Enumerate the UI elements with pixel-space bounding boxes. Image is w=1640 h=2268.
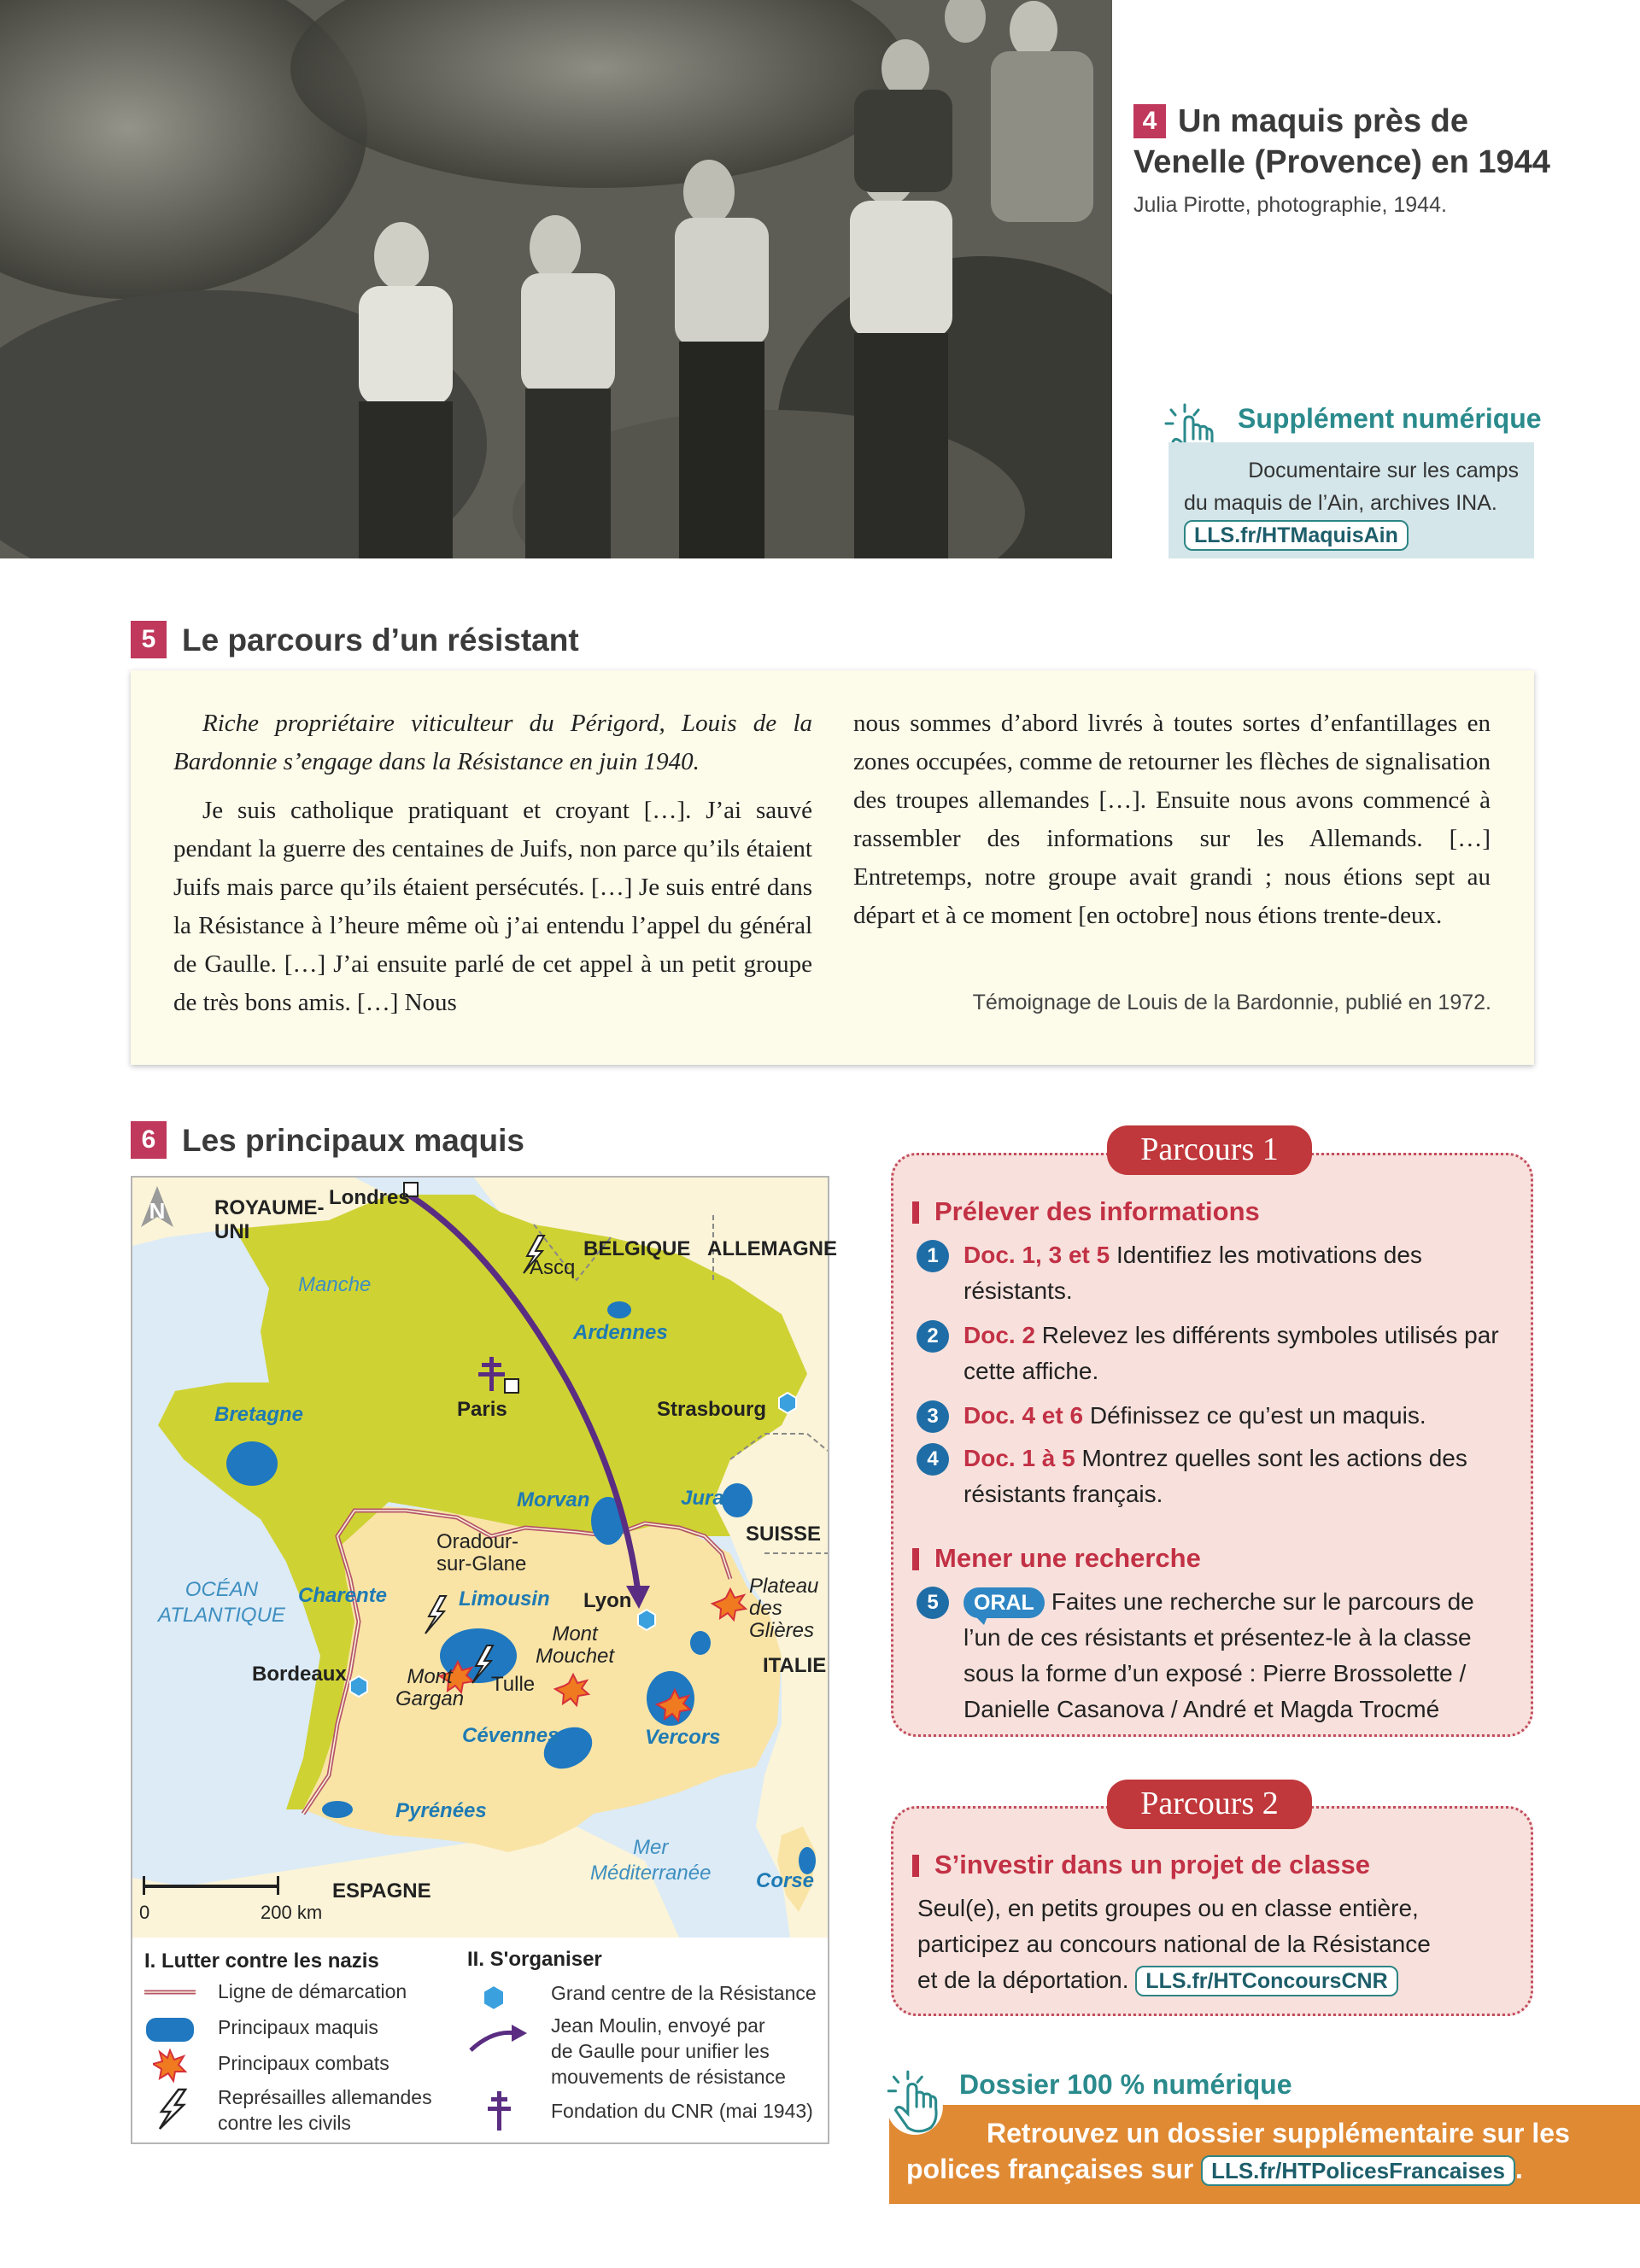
doc5-source: Témoignage de Louis de la Bardonnie, publié en 1972. [972, 991, 1491, 1014]
question-5 [927, 1584, 1510, 1727]
label-tulle: Tulle [491, 1673, 536, 1696]
label-corse: Corse [756, 1869, 815, 1892]
supplement-line1: Documentaire sur les camps [1248, 459, 1519, 482]
label-mont-mouchet: Mont Mouchet [536, 1622, 615, 1668]
legend-centre: Grand centre de la Résistance [551, 1982, 817, 2004]
doc6-title: Les principaux maquis [182, 1123, 524, 1158]
label-plateau-glieres: Plateau des Glières [749, 1575, 819, 1642]
p1-section-prelever: Prélever des informations [912, 1196, 1260, 1227]
p2-line2: participez au concours national de la Résistance [917, 1931, 1431, 1957]
doc5-text-box [131, 670, 1534, 1065]
question-2-ref: Doc. 2 [964, 1322, 1036, 1348]
label-limousin: Limousin [459, 1587, 550, 1610]
label-royaume-uni: ROYAUME- UNI [214, 1196, 325, 1243]
question-2 [927, 1318, 1510, 1389]
label-belgique: BELGIQUE [583, 1237, 691, 1260]
label-espagne: ESPAGNE [332, 1879, 431, 1903]
question-3-text: Définissez ce qu’est un maquis. [1083, 1402, 1426, 1429]
legend-combats: Principaux combats [218, 2052, 390, 2074]
tap-hand-icon [878, 2066, 948, 2136]
jean-moulin-arrow-icon [467, 2021, 529, 2055]
oral-badge: ORAL [964, 1587, 1045, 1618]
question-5-number: 5 [917, 1587, 949, 1619]
dossier-line2: polices françaises sur [906, 2154, 1194, 2184]
doc5-column-1 [173, 704, 812, 1022]
legend-represailles: Représailles allemandes contre les civils [218, 2086, 432, 2134]
legend-ligne: Ligne de démarcation [218, 1980, 407, 2002]
maquis-photo [0, 0, 1112, 558]
legend-section-1: I. Lutter contre les nazis [144, 1949, 379, 1973]
label-cevennes: Cévennes [462, 1724, 559, 1747]
question-3 [927, 1398, 1510, 1434]
label-allemagne: ALLEMAGNE [707, 1237, 837, 1260]
question-4-number: 4 [917, 1443, 949, 1476]
label-ascq: Ascq [530, 1256, 576, 1279]
parcours-2-label: Parcours 2 [1107, 1780, 1312, 1829]
doc5-quote-part2: nous sommes d’abord livrés à toutes sortes d’enfantillages en zones occupées, comme de retourner les flèches de signalisation des troupes allemandes […]. Ensuite nous avons commencé à rassembler des informations sur les Allemands. […] Entretemps, notre groupe avait grandi ; nous étions sept au départ et à ce moment [en octobre] nous étions trente-deux. [853, 710, 1491, 929]
label-manche: Manche [298, 1273, 372, 1296]
dossier-end: . [1514, 2154, 1523, 2184]
doc4-title-line2: Venelle (Provence) en 1944 [1133, 144, 1550, 180]
parcours-1-label: Parcours 1 [1107, 1125, 1312, 1175]
label-suisse: SUISSE [746, 1523, 822, 1546]
p2-line3: et de la déportation. [917, 1967, 1129, 1993]
p2-section: S’investir dans un projet de classe [912, 1850, 1370, 1880]
maquis-area-icon [144, 2014, 196, 2045]
doc4-title [1133, 101, 1612, 183]
p2-line1: Seul(e), en petits groupes ou en classe entière, [917, 1895, 1419, 1921]
question-1-text: Identifiez les motivations des résistants. [964, 1242, 1422, 1304]
supplement-box [1168, 442, 1534, 558]
label-oradour: Oradour- sur-Glane [436, 1530, 527, 1575]
question-2-text: Relevez les différents symboles utilisés par cette affiche. [964, 1322, 1499, 1384]
p1-section-recherche: Mener une recherche [912, 1543, 1201, 1574]
supplement-title: Supplément numérique [1238, 403, 1542, 434]
label-mont-gargan: Mont Gargan [395, 1665, 465, 1710]
doc5-heading [131, 621, 579, 658]
doc4-caption: Julia Pirotte, photographie, 1944. [1133, 193, 1447, 217]
label-charente: Charente [298, 1584, 388, 1607]
label-mediterranee: Mer Méditerranée [590, 1836, 712, 1885]
label-italie: ITALIE [763, 1654, 827, 1677]
label-paris: Paris [457, 1398, 507, 1421]
resistance-centre-hexagon-icon [479, 1984, 508, 2013]
cross-of-lorraine-icon [486, 2090, 512, 2132]
doc6-heading [131, 1121, 524, 1159]
label-bordeaux: Bordeaux [252, 1663, 347, 1686]
label-bretagne: Bretagne [214, 1403, 304, 1426]
doc4-number: 4 [1133, 104, 1166, 138]
dossier-line1: Retrouvez un dossier supplémentaire sur les [987, 2118, 1570, 2148]
map-legend [132, 1938, 828, 2142]
reprisal-lightning-icon [155, 2088, 189, 2131]
supplement-line2: du maquis de l’Ain, archives INA. [1184, 491, 1497, 515]
label-ardennes: Ardennes [573, 1321, 668, 1344]
question-1 [927, 1237, 1510, 1309]
doc4-title-line1: Un maquis près de [1178, 103, 1468, 139]
legend-jean-moulin: Jean Moulin, envoyé par de Gaulle pour unifier les mouvements de résistance [551, 2014, 786, 2088]
label-strasbourg: Strasbourg [657, 1398, 767, 1421]
label-lyon: Lyon [583, 1589, 632, 1612]
supplement-link[interactable]: LLS.fr/HTMaquisAin [1184, 520, 1409, 551]
combat-explosion-icon [153, 2049, 187, 2083]
doc5-number: 5 [131, 621, 167, 658]
parcours-2-text [917, 1891, 1524, 1998]
label-jura: Jura [681, 1487, 724, 1510]
question-3-ref: Doc. 4 et 6 [964, 1402, 1084, 1429]
dossier-title: Dossier 100 % numérique [959, 2069, 1292, 2100]
question-1-ref: Doc. 1, 3 et 5 [964, 1242, 1110, 1268]
concours-cnr-link[interactable]: LLS.fr/HTConcoursCNR [1135, 1966, 1397, 1996]
legend-section-2: II. S'organiser [467, 1948, 602, 1971]
doc5-title: Le parcours d’un résistant [182, 623, 579, 658]
question-4-text: Montrez quelles sont les actions des résistants français. [964, 1445, 1467, 1507]
doc5-column-2 [853, 704, 1491, 935]
question-4-ref: Doc. 1 à 5 [964, 1445, 1075, 1471]
doc5-intro: Riche propriétaire viticulteur du Périgord, Louis de la Bardonnie s’engage dans la Résistance en juin 1940. [173, 710, 812, 775]
question-5-text: Faites une recherche sur le parcours de l’un de ces résistants et présentez-le à la classe sous la forme d’un exposé : Pierre Brossolette / Danielle Casanova / André et Magda Trocmé [964, 1588, 1474, 1722]
legend-maquis: Principaux maquis [218, 2016, 378, 2038]
question-1-number: 1 [917, 1240, 949, 1272]
label-morvan: Morvan [517, 1488, 590, 1511]
question-3-number: 3 [917, 1400, 949, 1433]
dossier-numerique-box [889, 2105, 1640, 2204]
label-ocean: OCÉAN ATLANTIQUE [158, 1578, 285, 1627]
legend-cnr: Fondation du CNR (mai 1943) [551, 2100, 813, 2122]
doc5-quote-part1: Je suis catholique pratiquant et croyant […]. J’ai sauvé pendant la guerre des centaines de Juifs, non parce qu’ils étaient Juifs mais parce qu’ils étaient persécutés. […] Je suis entré dans la Résistance à l’heure même où j’ai entendu l’appel du général de Gaulle. […] J’ai ensuite parlé de cet appel à un petit groupe de très bons amis. […] Nous [173, 797, 812, 1016]
resistance-map [131, 1176, 837, 2144]
compass-north-label: N [149, 1198, 166, 1224]
scale-zero: 0 [139, 1902, 150, 1923]
scale-200km: 200 km [261, 1902, 323, 1923]
label-vercors: Vercors [645, 1726, 721, 1749]
doc6-number: 6 [131, 1121, 167, 1159]
demarcation-line-icon [144, 1987, 196, 1997]
parcours-2-box [891, 1786, 1533, 2016]
polices-francaises-link[interactable]: LLS.fr/HTPolicesFrancaises [1201, 2155, 1515, 2186]
question-4 [927, 1441, 1510, 1512]
label-pyrenees: Pyrénées [395, 1799, 487, 1822]
question-2-number: 2 [917, 1320, 949, 1353]
parcours-1-box [891, 1131, 1533, 1737]
label-londres: Londres [329, 1186, 410, 1209]
